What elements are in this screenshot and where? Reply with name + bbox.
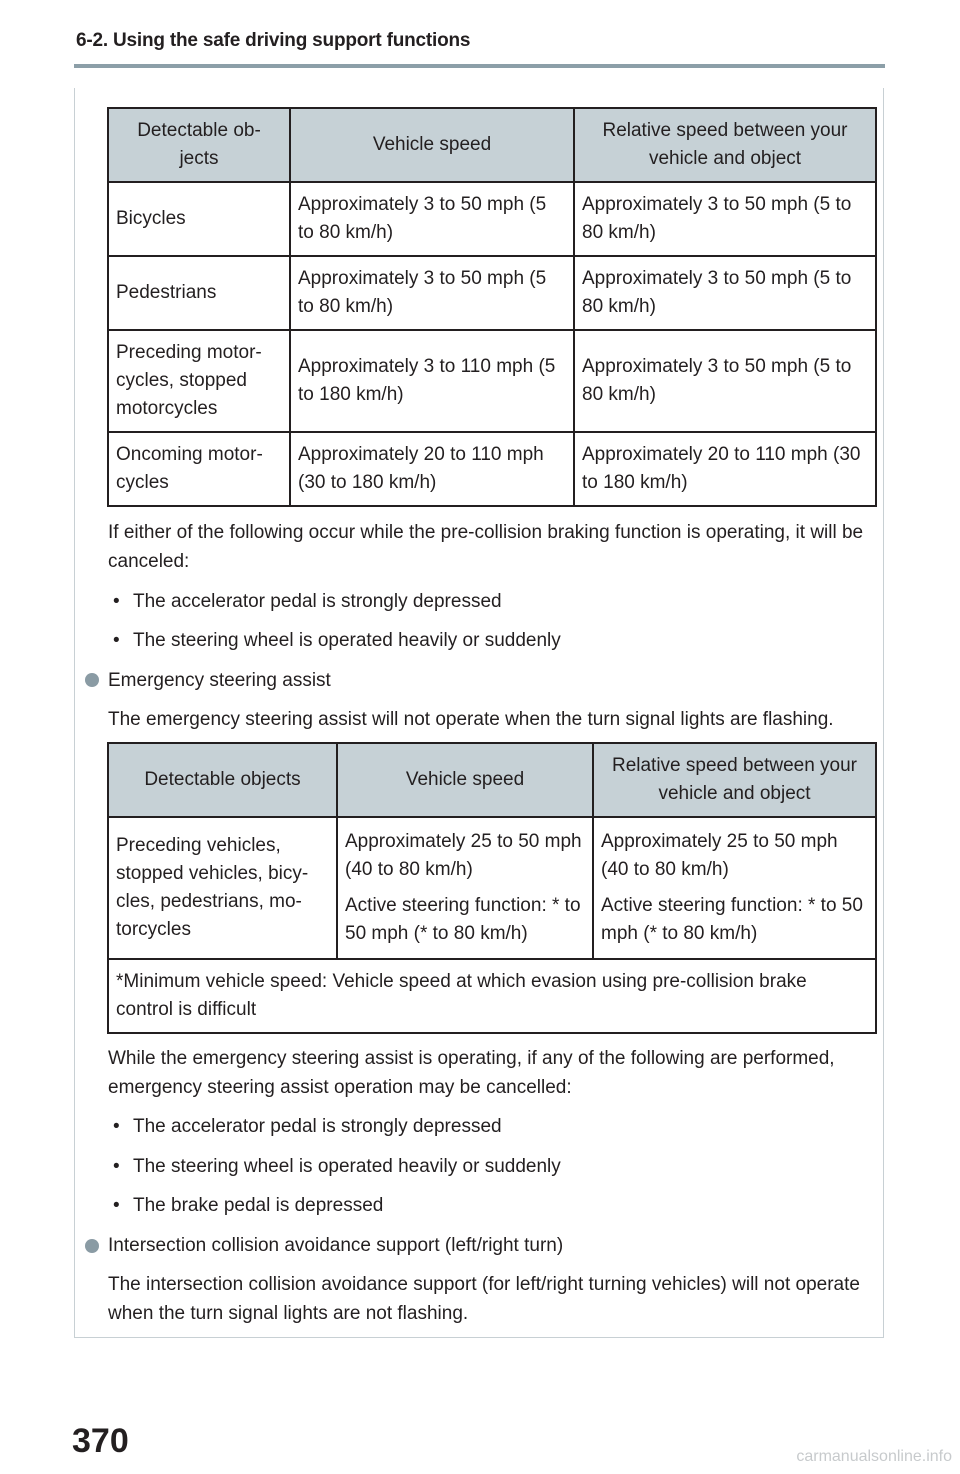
- header-detectable-objects: Detectable ob- jects: [108, 108, 290, 182]
- bullet-dot: •: [113, 591, 120, 612]
- relative-speed-text: Approximately 25 to 50 mph (40 to 80 km/h): [601, 831, 838, 880]
- bullet-dot: •: [113, 1195, 120, 1216]
- table-row: [108, 817, 876, 959]
- cell-object: Oncoming motor-cycles: [108, 432, 290, 506]
- cell-vehicle-speed: Approximately 3 to 50 mph (5 to 80 km/h): [290, 256, 574, 330]
- bullet-dot: •: [113, 1116, 120, 1137]
- cell-object: Preceding motor-cycles, stopped motorcycles: [108, 330, 290, 432]
- ica-heading: Intersection collision avoidance support (left/right turn): [108, 1235, 564, 1256]
- table-row: [108, 182, 876, 256]
- table-footnote: *Minimum vehicle speed: Vehicle speed at which evasion using pre-collision brake control is difficult: [108, 959, 876, 1033]
- bullet-dot: •: [113, 630, 120, 651]
- cell-relative-speed: Approximately 20 to 110 mph (30 to 180 km/h): [574, 432, 876, 506]
- page-number: 370: [72, 1422, 129, 1460]
- cell-object: Preceding vehicles, stopped vehicles, bicy-cles, pedestrians, mo-torcycles: [108, 817, 337, 959]
- bullet-item: The accelerator pedal is strongly depressed: [133, 1116, 502, 1137]
- bullet-item: The steering wheel is operated heavily or suddenly: [133, 630, 561, 651]
- bullet-dot: •: [113, 1156, 120, 1177]
- header-vehicle-speed: Vehicle speed: [337, 743, 593, 817]
- header-vehicle-speed: Vehicle speed: [290, 108, 574, 182]
- table-row: [108, 432, 876, 506]
- header-detectable-objects: Detectable objects: [108, 743, 337, 817]
- ess-paragraph: The emergency steering assist will not operate when the turn signal lights are flashing.: [108, 709, 834, 730]
- bullet-item: The brake pedal is depressed: [133, 1195, 384, 1216]
- bullet-item: The accelerator pedal is strongly depressed: [133, 591, 502, 612]
- cell-vehicle-speed: [337, 817, 593, 959]
- cell-vehicle-speed: Approximately 3 to 110 mph (5 to 180 km/h): [290, 330, 574, 432]
- cell-object: Pedestrians: [108, 256, 290, 330]
- cell-relative-speed: Approximately 3 to 50 mph (5 to 80 km/h): [574, 256, 876, 330]
- table-row: [108, 330, 876, 432]
- cell-vehicle-speed: Approximately 20 to 110 mph (30 to 180 km/h): [290, 432, 574, 506]
- ess-cancel-paragraph: While the emergency steering assist is operating, if any of the following are performed, emergency steering assist operation may be cancelled:: [108, 1048, 835, 1098]
- cell-vehicle-speed: Approximately 3 to 50 mph (5 to 80 km/h): [290, 182, 574, 256]
- relative-speed-active-text: Active steering function: * to 50 mph (* to 80 km/h): [601, 895, 863, 944]
- vehicle-speed-active-text: Active steering function: * to 50 mph (* to 80 km/h): [345, 895, 581, 944]
- ica-paragraph: The intersection collision avoidance support (for left/right turning vehicles) will not operate when the turn signal lights are not flashing.: [108, 1274, 860, 1324]
- table-row: [108, 256, 876, 330]
- section-bullet-icon: [85, 673, 99, 687]
- section-bullet-icon: [85, 1239, 99, 1253]
- table-header-row: [108, 108, 876, 182]
- header-relative-speed: Relative speed between your vehicle and object: [574, 108, 876, 182]
- braking-cancel-paragraph: If either of the following occur while the pre-collision braking function is operating, it will be canceled:: [108, 522, 864, 572]
- detection-table-steering: [107, 742, 877, 1034]
- cell-relative-speed: Approximately 3 to 50 mph (5 to 80 km/h): [574, 330, 876, 432]
- watermark: carmanualsonline.info: [796, 1448, 952, 1465]
- cell-object: Bicycles: [108, 182, 290, 256]
- cell-relative-speed: Approximately 3 to 50 mph (5 to 80 km/h): [574, 182, 876, 256]
- header-divider: [74, 64, 885, 68]
- vehicle-speed-text: Approximately 25 to 50 mph (40 to 80 km/h): [345, 831, 582, 880]
- table-footnote-row: [108, 959, 876, 1033]
- ess-heading: Emergency steering assist: [108, 670, 331, 691]
- detection-table-braking: [107, 107, 877, 507]
- section-header: 6-2. Using the safe driving support functions: [76, 30, 471, 51]
- cell-relative-speed: [593, 817, 876, 959]
- table-header-row: [108, 743, 876, 817]
- bullet-item: The steering wheel is operated heavily or suddenly: [133, 1156, 561, 1177]
- header-relative-speed: Relative speed between your vehicle and object: [593, 743, 876, 817]
